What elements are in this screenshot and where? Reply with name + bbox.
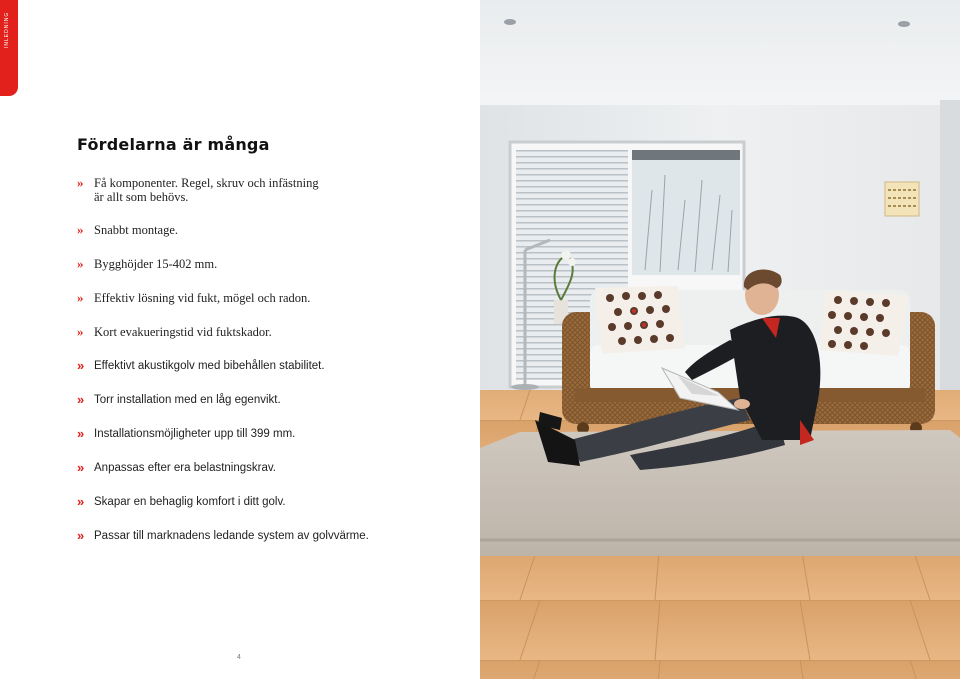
chevron-bullet-icon: » bbox=[77, 290, 82, 305]
list-item-text: Kort evakueringstid vid fuktskador. bbox=[94, 325, 272, 339]
chevron-bullet-icon: » bbox=[77, 494, 83, 509]
living-room-photo bbox=[480, 0, 960, 679]
list-item bbox=[77, 427, 457, 441]
list-item-text: Passar till marknadens ledande system av golvvärme. bbox=[94, 530, 369, 542]
living-room-illustration bbox=[480, 0, 960, 679]
chevron-bullet-icon: » bbox=[77, 175, 82, 190]
list-item-text: Installationsmöjligheter upp till 399 mm. bbox=[94, 428, 296, 440]
list-item-text: Få komponenter. Regel, skruv och infästning bbox=[94, 176, 319, 190]
list-item bbox=[77, 461, 457, 475]
chevron-bullet-icon: » bbox=[77, 460, 83, 475]
list-item-text: Bygghöjder 15-402 mm. bbox=[94, 257, 218, 271]
chevron-bullet-icon: » bbox=[77, 324, 82, 339]
section-tab bbox=[0, 0, 18, 96]
list-item-text: Effektiv lösning vid fukt, mögel och radon. bbox=[94, 291, 311, 305]
chevron-bullet-icon: » bbox=[77, 528, 83, 543]
chevron-bullet-icon: » bbox=[77, 426, 83, 441]
list-item bbox=[77, 359, 457, 373]
page-number: 4 bbox=[237, 654, 241, 661]
benefits-list bbox=[77, 176, 457, 543]
list-item bbox=[77, 495, 457, 509]
list-item-text: Snabbt montage. bbox=[94, 223, 179, 237]
chevron-bullet-icon: » bbox=[77, 222, 82, 237]
list-item-text: Anpassas efter era belastningskrav. bbox=[94, 462, 276, 474]
list-item bbox=[77, 257, 457, 271]
list-item-text: Skapar en behaglig komfort i ditt golv. bbox=[94, 496, 286, 508]
list-item bbox=[77, 529, 457, 543]
list-item bbox=[77, 291, 457, 305]
section-tab-label: INLEDNING bbox=[4, 12, 10, 49]
list-item-text: är allt som behövs. bbox=[94, 190, 189, 204]
list-item-text: Torr installation med en låg egenvikt. bbox=[94, 394, 281, 406]
chevron-bullet-icon: » bbox=[77, 358, 83, 373]
page-heading: Fördelarna är många bbox=[77, 135, 270, 154]
list-item bbox=[77, 176, 457, 204]
chevron-bullet-icon: » bbox=[77, 256, 82, 271]
chevron-bullet-icon: » bbox=[77, 392, 83, 407]
list-item bbox=[77, 393, 457, 407]
list-item bbox=[77, 325, 457, 339]
list-item-text: Effektivt akustikgolv med bibehållen stabilitet. bbox=[94, 360, 325, 372]
list-item bbox=[77, 223, 457, 237]
